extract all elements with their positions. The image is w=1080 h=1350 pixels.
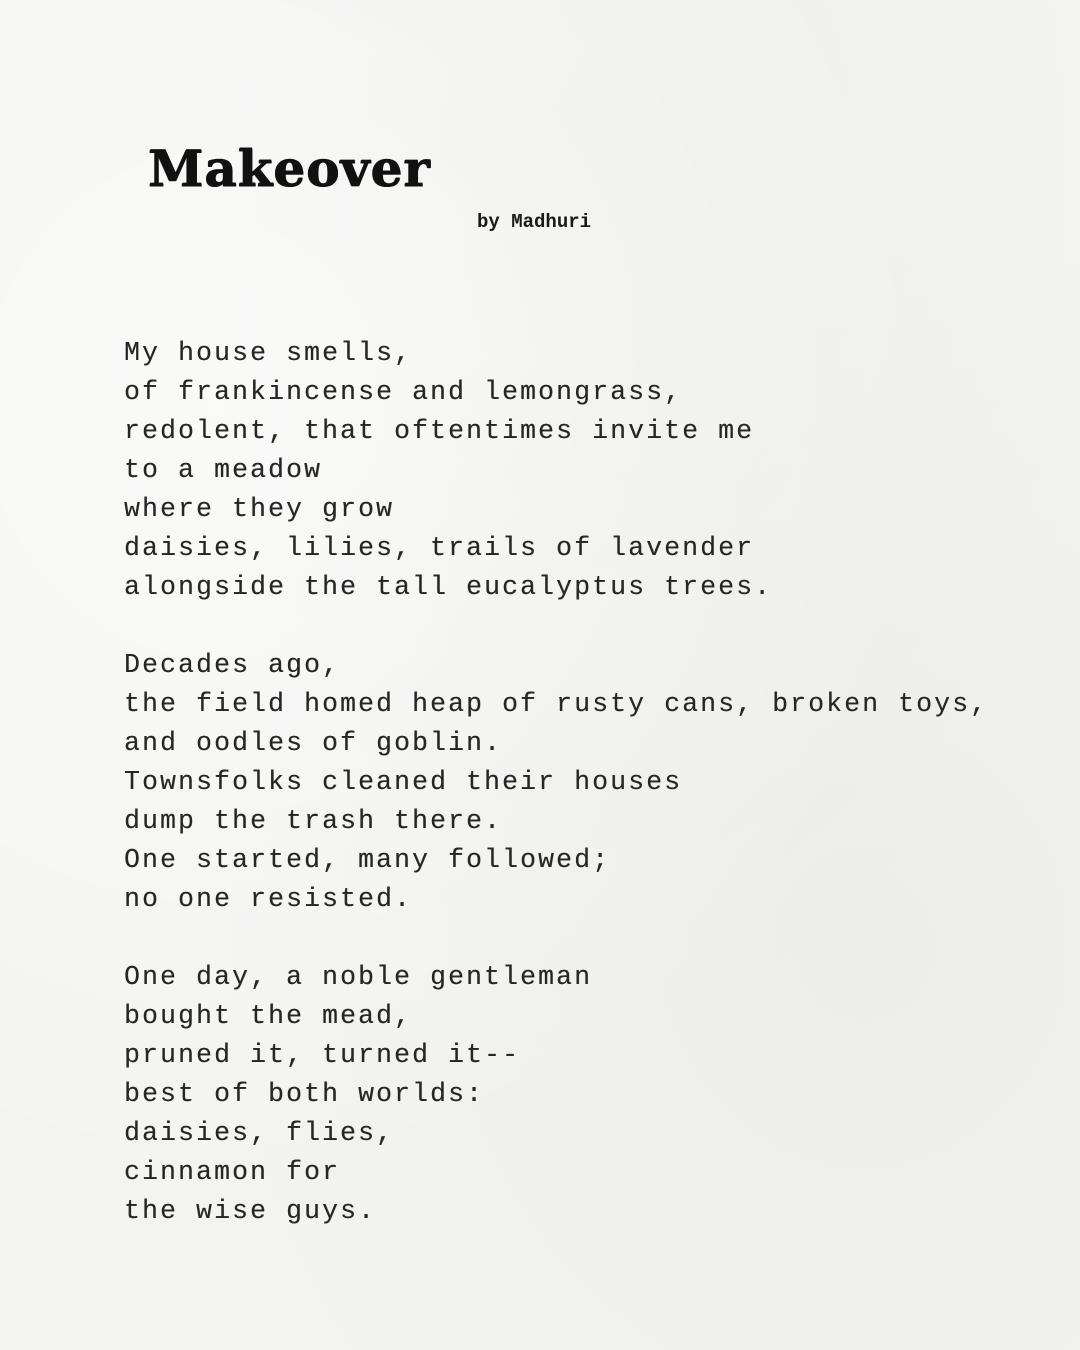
stanza-3 bbox=[124, 958, 1024, 1231]
poem-title: Makeover bbox=[148, 139, 431, 198]
poem-line: pruned it, turned it-- bbox=[124, 1040, 521, 1070]
poem-line: Decades ago, bbox=[124, 650, 341, 680]
poem-line: to a meadow bbox=[124, 455, 323, 485]
poem-line: alongside the tall eucalyptus trees. bbox=[124, 572, 773, 602]
poem-line: daisies, lilies, trails of lavender bbox=[124, 533, 755, 563]
poem-line: where they grow bbox=[124, 494, 395, 524]
poem-line: of frankincense and lemongrass, bbox=[124, 377, 683, 407]
poem-line: One day, a noble gentleman bbox=[124, 962, 593, 992]
poem-line: One started, many followed; bbox=[124, 845, 611, 875]
poem-byline: by Madhuri bbox=[477, 211, 592, 233]
poem-body bbox=[124, 334, 1024, 1270]
poem-line: redolent, that oftentimes invite me bbox=[124, 416, 755, 446]
poem-line: My house smells, bbox=[124, 338, 413, 368]
poem-line: cinnamon for bbox=[124, 1157, 341, 1187]
poem-line: daisies, flies, bbox=[124, 1118, 395, 1148]
stanza-1 bbox=[124, 334, 1024, 607]
stanza-2 bbox=[124, 646, 1024, 919]
poem-line: the wise guys. bbox=[124, 1196, 377, 1226]
poem-line: dump the trash there. bbox=[124, 806, 503, 836]
poem-line: no one resisted. bbox=[124, 884, 413, 914]
poem-line: the field homed heap of rusty cans, broken toys, bbox=[124, 689, 989, 719]
poem-line: best of both worlds: bbox=[124, 1079, 485, 1109]
poem-line: bought the mead, bbox=[124, 1001, 413, 1031]
poem-line: Townsfolks cleaned their houses bbox=[124, 767, 683, 797]
poem-line: and oodles of goblin. bbox=[124, 728, 503, 758]
